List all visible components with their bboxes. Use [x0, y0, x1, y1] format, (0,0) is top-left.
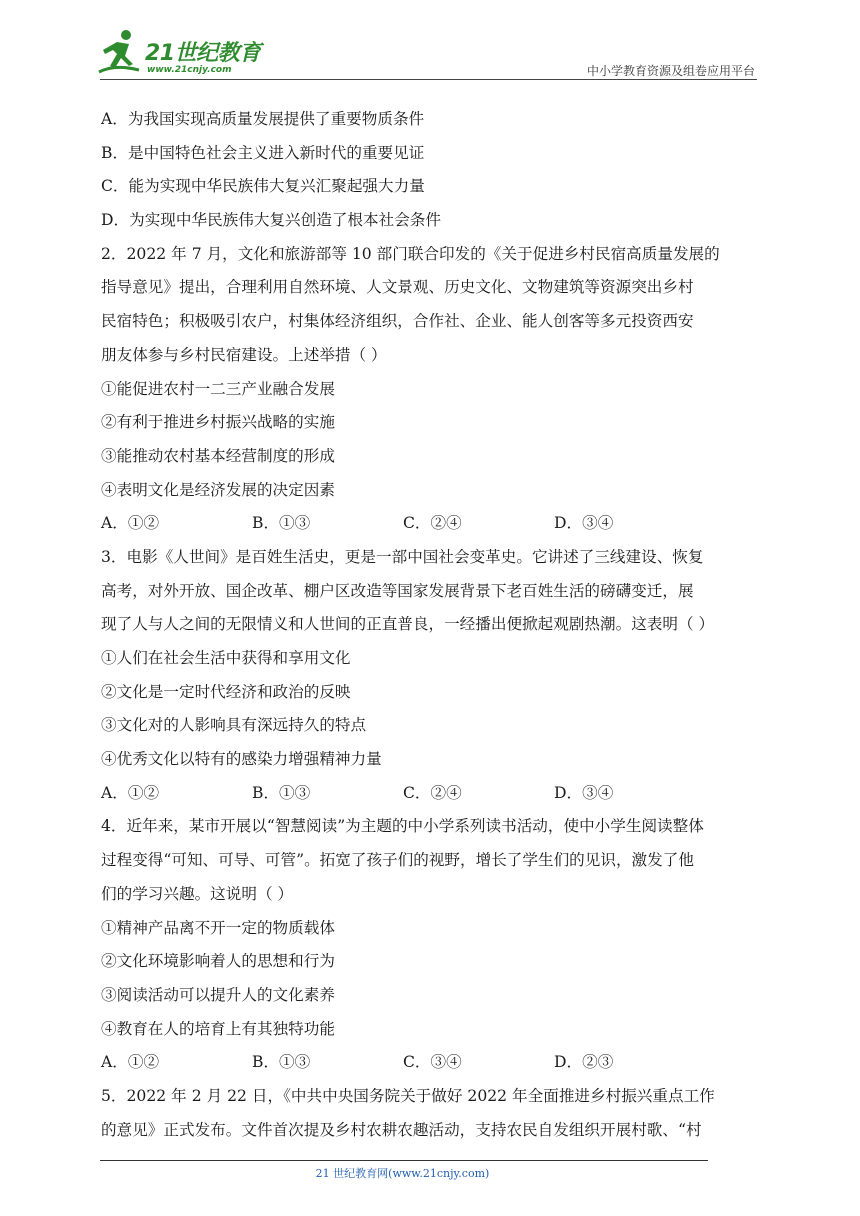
statement-line: ③文化对的人影响具有深远持久的特点 — [101, 716, 367, 735]
answer-option: B．①③ — [252, 783, 311, 802]
question-text-line: 们的学习兴趣。这说明（ ） — [101, 884, 294, 903]
footer-divider — [100, 1160, 708, 1161]
answer-option: B．①③ — [252, 514, 311, 533]
answer-option: D．③④ — [554, 514, 614, 533]
footer-text: 21 世纪教育网(www.21cnjy.com) — [315, 1167, 490, 1180]
question-text-line: 朋友体参与乡村民宿建设。上述举措（ ） — [101, 345, 387, 364]
answer-options — [101, 1046, 761, 1080]
statement-line: ④优秀文化以特有的感染力增强精神力量 — [101, 750, 382, 769]
answer-option: D．②③ — [554, 1053, 614, 1072]
logo-wordmark: 21世纪教育 — [145, 41, 261, 66]
question-text-line: 过程变得“可知、可导、可管”。拓宽了孩子们的视野，增长了学生们的见识，激发了他 — [101, 851, 694, 870]
logo-url: www.21cnjy.com — [147, 65, 232, 75]
answer-option: C．②④ — [403, 783, 462, 802]
option-line: A．为我国实现高质量发展提供了重要物质条件 — [101, 110, 425, 128]
answer-option: A．①② — [101, 1053, 160, 1072]
question-text-line: 4．近年来，某市开展以“智慧阅读”为主题的中小学系列读书活动，使中小学生阅读整体 — [101, 817, 704, 836]
option-line: D．为实现中华民族伟大复兴创造了根本社会条件 — [101, 211, 441, 230]
site-logo — [95, 28, 265, 80]
statement-line: ④教育在人的培育上有其独特功能 — [101, 1019, 335, 1038]
question-text-line: 3．电影《人世间》是百姓生活史，更是一部中国社会变革史。它讲述了三线建设、恢复 — [101, 547, 704, 566]
statement-line: ①精神产品离不开一定的物质载体 — [101, 918, 335, 937]
option-line: B．是中国特色社会主义进入新时代的重要见证 — [101, 143, 425, 162]
page-header — [0, 0, 860, 90]
statement-line: ③阅读活动可以提升人的文化素养 — [101, 985, 335, 1004]
question-text-line: 高考，对外开放、国企改革、棚户区改造等国家发展背景下老百姓生活的磅礴变迁，展 — [101, 581, 694, 600]
question-text-line: 2．2022 年 7 月，文化和旅游部等 10 部门联合印发的《关于促进乡村民宿高质量发展的 — [101, 244, 720, 263]
question-text-line: 现了人与人之间的无限情义和人世间的正直普良，一经播出便掀起观剧热潮。这表明（ ） — [101, 615, 715, 634]
answer-option: A．①② — [101, 514, 160, 533]
question-text-line: 指导意见》提出，合理利用自然环境、人文景观、历史文化、文物建筑等资源突出乡村 — [101, 278, 694, 297]
answer-option: A．①② — [101, 783, 160, 802]
question-text-line: 5．2022 年 2 月 22 日，《中共中央国务院关于做好 2022 年全面推进乡村振兴重点工作 — [101, 1086, 715, 1105]
statement-line: ②文化环境影响着人的思想和行为 — [101, 952, 335, 971]
runner-icon — [95, 28, 145, 78]
answer-options — [101, 777, 761, 811]
answer-options — [101, 507, 761, 541]
answer-option: C．③④ — [403, 1053, 462, 1072]
option-line: C．能为实现中华民族伟大复兴汇聚起强大力量 — [101, 177, 425, 196]
statement-line: ①人们在社会生活中获得和享用文化 — [101, 649, 351, 667]
answer-option: B．①③ — [252, 1053, 311, 1072]
statement-line: ④表明文化是经济发展的决定因素 — [101, 480, 335, 499]
answer-option: D．③④ — [554, 783, 614, 802]
question-text-line: 民宿特色；积极吸引农户，村集体经济组织，合作社、企业、能人创客等多元投资西安 — [101, 312, 694, 331]
header-divider — [100, 79, 757, 80]
document-body — [101, 103, 761, 1147]
question-text-line: 的意见》正式发布。文件首次提及乡村农耕农趣活动，支持农民自发组织开展村歌、“村 — [101, 1120, 702, 1139]
platform-title: 中小学教育资源及组卷应用平台 — [586, 64, 755, 78]
statement-line: ②有利于推进乡村振兴战略的实施 — [101, 413, 335, 432]
statement-line: ③能推动农村基本经营制度的形成 — [101, 446, 335, 465]
statement-line: ①能促进农村一二三产业融合发展 — [101, 379, 335, 398]
answer-option: C．②④ — [403, 514, 462, 533]
statement-line: ②文化是一定时代经济和政治的反映 — [101, 682, 351, 701]
